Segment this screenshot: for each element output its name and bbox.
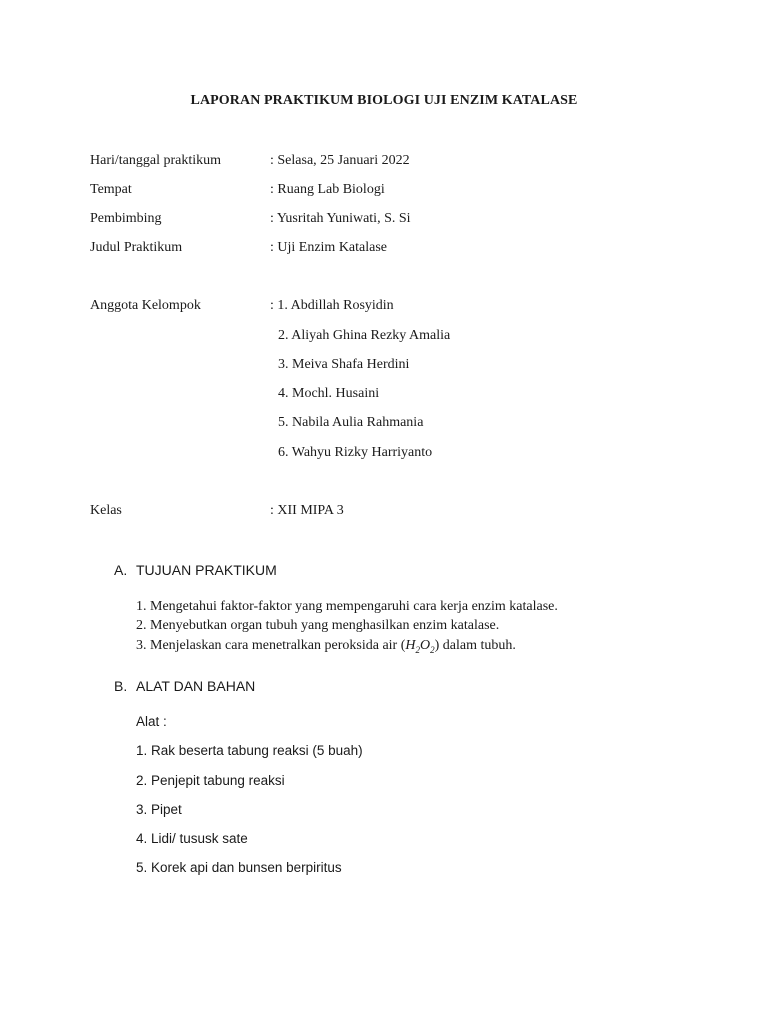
item-text: 3. Menjelaskan cara menetralkan peroksida air ( [136, 638, 406, 653]
info-value: : Selasa, 25 Januari 2022 [270, 153, 410, 168]
info-value: : Ruang Lab Biologi [270, 182, 385, 197]
formula [405, 638, 434, 653]
list-item [136, 636, 516, 656]
list-item: 2. Menyebutkan organ tubuh yang menghasilkan enzim katalase. [136, 618, 500, 633]
member-item: 2. Aliyah Ghina Rezky Amalia [278, 328, 451, 343]
info-label: Judul Praktikum [90, 240, 183, 255]
list-item: 5. Korek api dan bunsen berpiritus [136, 860, 342, 875]
member-item: 6. Wahyu Rizky Harriyanto [278, 445, 433, 460]
section-title: TUJUAN PRAKTIKUM [136, 562, 277, 578]
info-value: : Yusritah Yuniwati, S. Si [270, 211, 411, 226]
section-title: ALAT DAN BAHAN [136, 678, 256, 694]
info-label: Kelas [90, 503, 122, 518]
document-title: LAPORAN PRAKTIKUM BIOLOGI UJI ENZIM KATALASE [190, 93, 578, 108]
member-item: 5. Nabila Aulia Rahmania [278, 415, 424, 430]
info-value: : XII MIPA 3 [270, 503, 344, 518]
formula-h: H [405, 638, 416, 653]
info-label: Hari/tanggal praktikum [90, 153, 222, 168]
formula-o-sub: 2 [430, 644, 435, 655]
formula-h-sub: 2 [415, 644, 421, 655]
member-item: 3. Meiva Shafa Herdini [278, 357, 410, 372]
info-label: Tempat [90, 182, 132, 197]
list-item: 3. Pipet [136, 802, 182, 817]
member-item: 4. Mochl. Husaini [278, 386, 380, 401]
list-item: 2. Penjepit tabung reaksi [136, 773, 285, 788]
info-label: Pembimbing [90, 211, 162, 226]
member-item: : 1. Abdillah Rosyidin [270, 298, 394, 313]
info-label: Anggota Kelompok [90, 298, 201, 313]
formula-o: O [420, 638, 431, 653]
item-text: ) dalam tubuh. [434, 638, 516, 653]
list-item: 1. Rak beserta tabung reaksi (5 buah) [136, 743, 363, 758]
list-item: 4. Lidi/ tususk sate [136, 831, 248, 846]
section-letter: B. [114, 678, 128, 694]
sub-label: Alat : [136, 714, 167, 729]
section-letter: A. [114, 562, 128, 578]
info-value: : Uji Enzim Katalase [270, 240, 388, 255]
list-item: 1. Mengetahui faktor-faktor yang mempengaruhi cara kerja enzim katalase. [136, 599, 558, 614]
